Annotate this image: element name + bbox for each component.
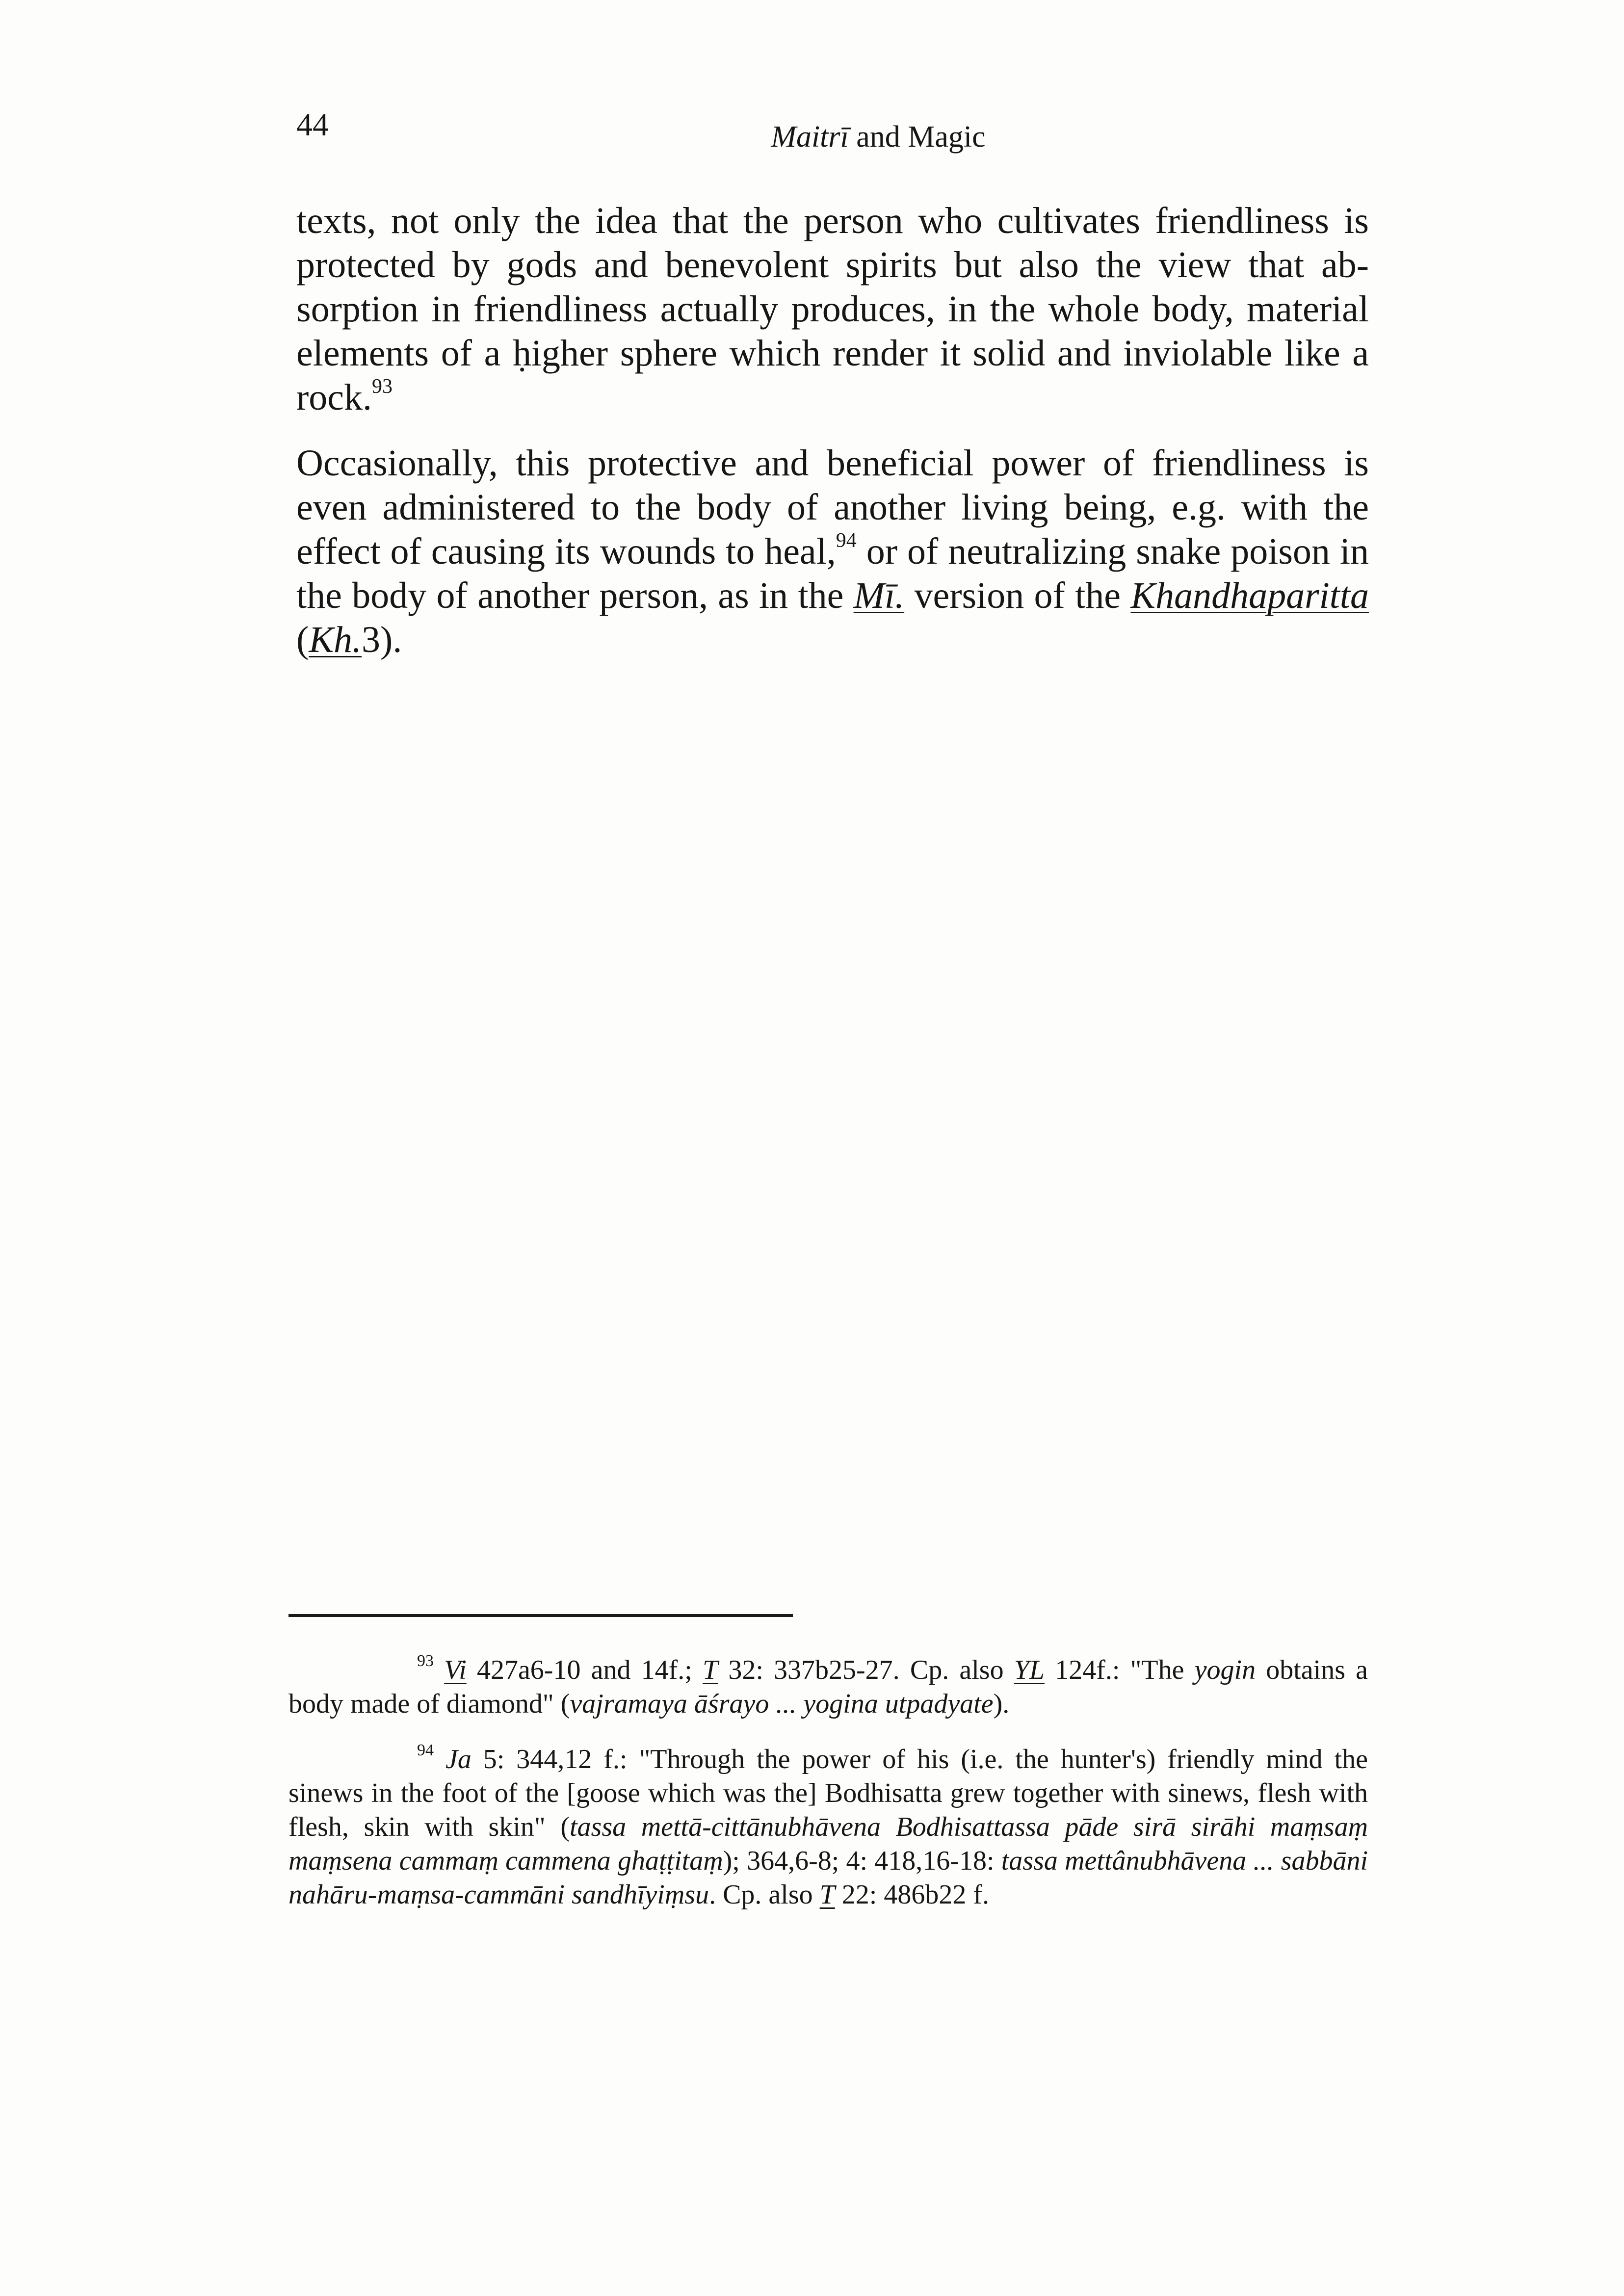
footnote-separator-rule	[288, 1614, 793, 1617]
footnote-ref-94[interactable]: 94	[836, 529, 857, 552]
footnote-94-source-ja: Ja	[445, 1744, 471, 1774]
body-text	[296, 199, 1369, 662]
footnote-93-text-5: ).	[993, 1689, 1010, 1719]
footnote-94-text-1: 5: 344,12 f.: "Through the power of his (i.e. the hunter's) friendly mind the sinews in the foot of the [goose which was the] Bodhisatta grew together with sinews, flesh with flesh, skin with skin" (	[288, 1744, 1368, 1842]
footnote-93	[288, 1653, 1368, 1721]
running-head-title-rest: and Magic	[848, 120, 986, 154]
footnote-93-source-yl: YL	[1014, 1655, 1045, 1685]
paragraph-2-text-d: (	[296, 619, 309, 660]
paragraph-2-text-e: 3).	[362, 619, 402, 660]
footnote-ref-93[interactable]: 93	[372, 375, 393, 398]
paragraph-1-text: texts, not only the idea that the person who cultivates friendliness is protected by gods and benevolent spirits but also the view that absorption in friendliness actually produces, in the whole body, material elements of a ḥigher sphere which render it solid and inviolable like a rock.	[296, 200, 1369, 418]
footnote-93-text-1: 427a6-10 and 14f.;	[466, 1655, 703, 1685]
footnote-94-text-3: . Cp. also	[709, 1879, 820, 1910]
footnote-93-number: 93	[417, 1652, 434, 1670]
footnote-93-source-t: T	[703, 1655, 718, 1685]
work-title-khandhaparitta: Khandhaparitta	[1130, 575, 1369, 616]
footnotes	[288, 1653, 1368, 1912]
footnote-93-text-2: 32: 337b25-27. Cp. also	[718, 1655, 1014, 1685]
footnote-94-quote-1: tassa mettā-cittānubhāvena Bodhisattassa pāde sirā sirāhi maṃsaṃ maṃsena cammaṃ cammena ghaṭṭitaṃ	[288, 1812, 1368, 1876]
footnote-94-text-2: ); 364,6-8; 4: 418,16-18:	[723, 1846, 1001, 1876]
footnote-94-source-t: T	[819, 1879, 835, 1910]
footnote-94-text-4: 22: 486b22 f.	[835, 1879, 989, 1910]
footnote-93-source-vi: Vi	[444, 1655, 467, 1685]
abbr-mi: Mī.	[853, 575, 905, 616]
footnote-93-quote: vajramaya āśrayo ... yogina utpadyate	[570, 1689, 994, 1719]
paragraph-2-text-c: version of the	[904, 575, 1131, 616]
running-head-title-italic: Maitrī	[771, 120, 849, 154]
paragraph-2-text-b: or of neutralizing snake poison in the body of another person, as in the	[296, 531, 1369, 616]
footnote-93-text-4: obtains a body made of diamond" (	[288, 1655, 1368, 1719]
footnote-94-quote-2: tassa mettânubhāvena ... sabbāni nahāru-maṃsa-cammāni sandhīyiṃsu	[288, 1846, 1368, 1910]
footnote-93-yogin: yogin	[1194, 1655, 1256, 1685]
page-number: 44	[296, 107, 329, 143]
paragraph-2-text-a: Occasionally, this protective and beneficial power of friendliness is even administered to the body of another living being, e.g. with the effect of causing its wounds to heal,	[296, 443, 1369, 572]
footnote-94	[288, 1743, 1368, 1912]
paragraph-1	[296, 199, 1369, 419]
running-head	[608, 122, 1148, 152]
abbr-kh: Kh.	[309, 619, 362, 660]
paragraph-2	[296, 441, 1369, 662]
footnote-93-text-3: 124f.: "The	[1045, 1655, 1195, 1685]
footnote-94-number: 94	[417, 1741, 434, 1759]
